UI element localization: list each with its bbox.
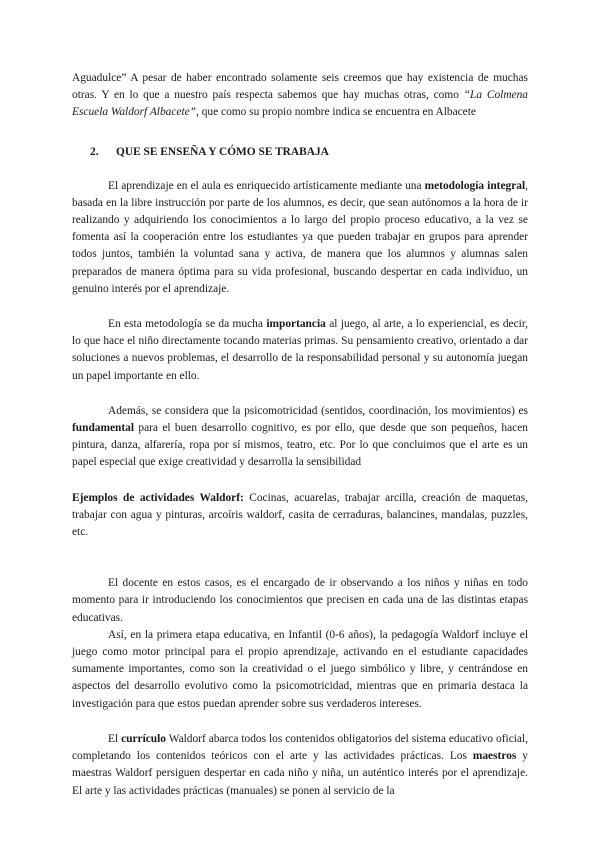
school-name: “La Colmena Escuela Waldorf Albacete” — [72, 89, 529, 119]
paragraph-examples: Ejemplos de actividades Waldorf: Cocinas, acuarelas, trabajar arcilla, creación de maquetas, trabajar con agua y pinturas, arcoíris waldorf, casita de cerraduras, balancines, mandalas, puzzles, etc. — [72, 491, 528, 539]
section-heading — [90, 144, 528, 160]
paragraph-methodology: El aprendizaje en el aula es enriquecido artísticamente mediante una metodología integral, basada en la libre instrucción por parte de los alumnos, es decir, que sean autónomos a la hora de ir realizando y adquiriendo los conocimientos a lo largo del propio proceso educativo, a la vez se fomenta así la cooperación entre los estudiantes ya que pueden trabajar en grupos para aprender todos juntos, también la voluntad sana y activa, de manera que los alumnos y alumnas salen preparados de manera óptima para su vida profesional, buscando despertar en cada individuo, un genuino interés por el aprendizaje. — [72, 179, 528, 295]
paragraph-teacher: El docente en estos casos, es el encargado de ir observando a los niños y niñas en todo momento para ir introduciendo los conocimientos que precisen en cada una de las distintas etapas educativas. — [72, 577, 528, 624]
paragraph-importance: En esta metodología se da mucha importancia al juego, al arte, a lo experiencial, es decir, lo que hace el niño directamente tocando materias primas. Su pensamiento creativo, orientado a dar soluciones a nuevos problemas, el desarrollo de la responsabilidad personal y su autonomía juegan un papel importante en ello. — [72, 318, 529, 382]
section-number: 2. — [90, 145, 99, 158]
paragraph-psychomotricity: Además, se considera que la psicomotricidad (sentidos, coordinación, los movimientos) es fundamental para el buen desarrollo cognitivo, es por ello, que desde que son pequeños, hacen pintura, danza, alfarería, ropa por sí mismos, teatro, etc. Por lo que concluimos que el arte es un papel especial que exige creatividad y desarrolla la sensibilidad — [72, 404, 528, 469]
paragraph-intro: Aguadulce” A pesar de haber encontrado solamente seis creemos que hay existencia de muchas otras. Y en lo que a nuestro país respecta sabemos que hay muchas otras, como “La Colmena Escuela Waldorf Albacete”, que como su propio nombre indica se encuentra en Albacete — [72, 72, 529, 119]
paragraph-curriculum: El currículo Waldorf abarca todos los contenidos obligatorios del sistema educativo oficial, completando los contenidos teóricos con el arte y las actividades prácticas. Los maestros y maestras Waldorf persiguen despertar en cada niño y niña, un auténtico interés por el aprendizaje. El arte y las actividades prácticas (manuales) se ponen al servicio de la — [72, 732, 528, 797]
section-title: QUE SE ENSEÑA Y CÓMO SE TRABAJA — [116, 145, 329, 158]
paragraph-stages: Así, en la primera etapa educativa, en Infantil (0-6 años), la pedagogía Waldorf incluye el juego como motor principal para el propio aprendizaje, activando en el estudiante capacidades sumamente importantes, como son la creatividad o el juego simbólico y libre, y centrándose en aspectos del desarrollo evolutivo como la psicomotricidad, mientras que en primaria destaca la investigación para que estos puedan aprender sobre sus verdaderos intereses. — [72, 628, 528, 710]
